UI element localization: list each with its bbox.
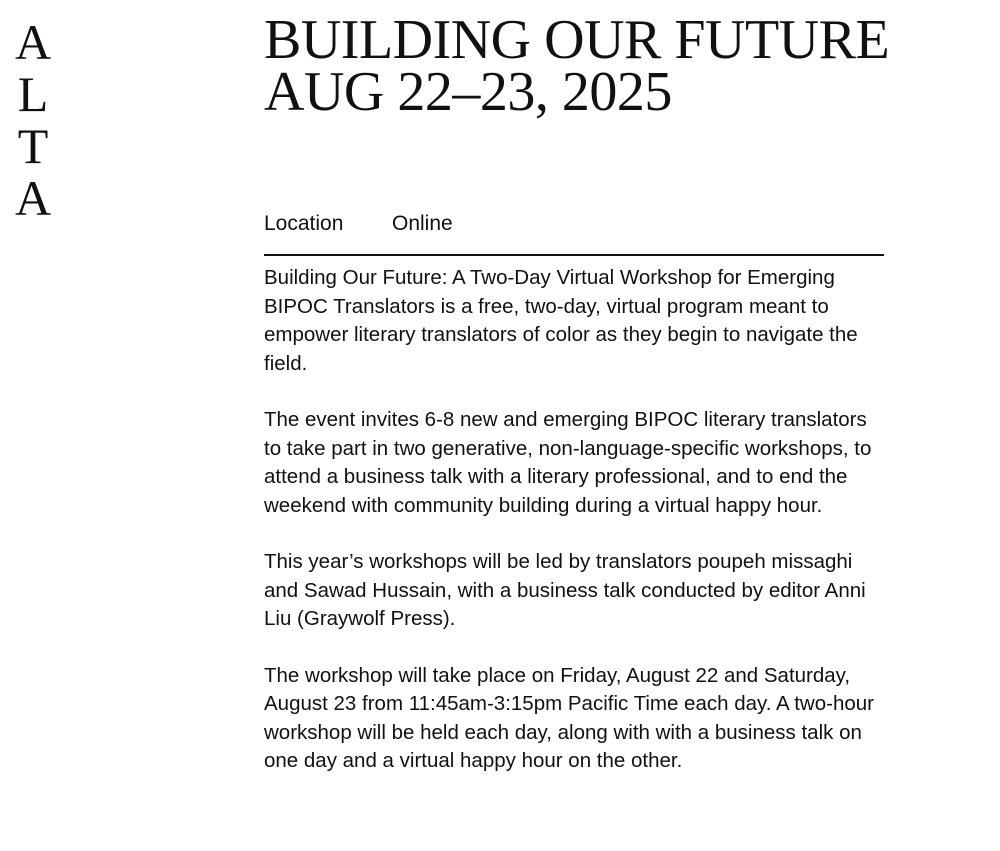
location-row (264, 210, 884, 256)
alta-logo[interactable] (12, 16, 54, 224)
page-title (264, 9, 890, 123)
logo-letter: L (17, 66, 49, 122)
event-title: BUILDING OUR FUTURE (264, 9, 890, 71)
logo-letter: A (14, 170, 52, 226)
description-paragraph: Building Our Future: A Two-Day Virtual Workshop for Emerging BIPOC Translators is a free, two-day, virtual program meant to empower literary translators of color as they begin to navigate the field. (264, 266, 858, 375)
description-paragraph: The event invites 6-8 new and emerging BIPOC literary translators to take part in two generative, non-language-specific workshops, to attend a business talk with a literary professional, and to end the weekend with community building during a virtual happy hour. (264, 408, 872, 517)
event-description (264, 264, 884, 804)
event-dates: AUG 22–23, 2025 (264, 61, 672, 123)
location-value: Online (392, 212, 453, 235)
description-paragraph: The workshop will take place on Friday, August 22 and Saturday, August 23 from 11:45am-3:15pm Pacific Time each day. A two-hour workshop will be held each day, along with with a business talk on one day and a virtual happy hour on the other. (264, 663, 874, 772)
description-paragraph: This year’s workshops will be led by translators poupeh missaghi and Sawad Hussain, with a business talk conducted by editor Anni Liu (Graywolf Press). (264, 550, 866, 630)
location-label: Location (264, 212, 344, 235)
logo-letter: T (17, 118, 49, 174)
logo-letter: A (14, 14, 52, 70)
